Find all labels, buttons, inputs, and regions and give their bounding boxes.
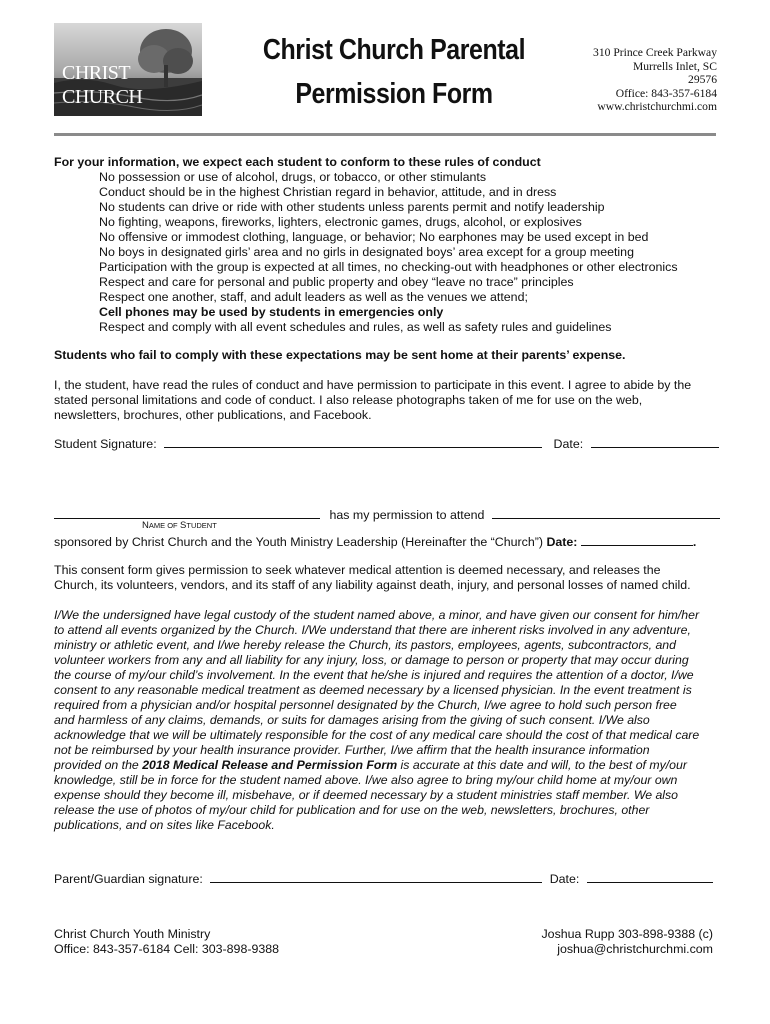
legal-paragraph — [54, 608, 724, 833]
student-signature-row — [54, 435, 719, 452]
parent-signature-row — [54, 870, 713, 887]
footer-phones: Office: 843-357-6184 Cell: 303-898-9388 — [54, 942, 280, 956]
legal-line: I/We the undersigned have legal custody of the student named above, a minor, and have given our consent for him/her — [54, 608, 700, 622]
statement-line: stated personal limitations and code of conduct. I also release photographs taken of me for use on the web, — [54, 393, 643, 407]
student-signature-label: Student Signature: — [54, 437, 157, 451]
consent-line: Church, its volunteers, vendors, and its staff of any liability against death, injury, and personal losses of named child. — [54, 578, 691, 592]
legal-line: not be reimbursed by your health insurance provider. Further, I/we affirm that the health insurance information — [54, 743, 650, 757]
rule-item: Conduct should be in the highest Christian regard in behavior, attitude, and in dress — [99, 185, 557, 199]
consent-line: This consent form gives permission to seek whatever medical attention is deemed necessary, and releases the — [54, 563, 661, 577]
address-website: www.christchurchmi.com — [597, 100, 717, 114]
legal-line: acknowledge that we will be ultimately responsible for the cost of any medical care should the cost of that medical care — [54, 728, 700, 742]
church-logo — [54, 23, 202, 116]
student-statement — [54, 378, 724, 423]
logo-text-christ: CHRIST — [62, 62, 131, 84]
sponsored-row: sponsored by Christ Church and the Youth Ministry Leadership (Hereinafter the “Church”) Date: . — [54, 535, 697, 549]
logo-text-church: CHURCH — [62, 86, 143, 108]
sponsored-text: sponsored by Christ Church and the Youth Ministry Leadership (Hereinafter the “Church”) — [54, 535, 543, 549]
name-of-student-caption: NAME OF STUDENT — [142, 520, 217, 531]
footer-left — [54, 927, 279, 957]
legal-line: release the use of photos of my/our child for publication and for use on the web, newsletters, brochures, other — [54, 803, 650, 817]
legal-line: expense should they become ill, misbehave, or if deemed necessary by a student ministries staff member. We also — [54, 788, 679, 802]
rule-item: Respect and comply with all event schedules and rules, as well as safety rules and guidelines — [99, 320, 612, 334]
legal-line: required from a physician and/or hospital personnel designated by the Church, I/we agree to hold such person free — [54, 698, 677, 712]
legal-line: publications, and on sites like Facebook. — [54, 818, 275, 832]
rule-item: No students can drive or ride with other students unless parents permit and notify leadership — [99, 200, 605, 214]
form-title — [246, 28, 542, 116]
title-line-2: Permission Form — [295, 78, 493, 110]
student-signature-field[interactable] — [164, 435, 542, 448]
footer-contact-name: Joshua Rupp 303-898-9388 (c) — [541, 927, 713, 941]
footer-email[interactable]: joshua@christchurchmi.com — [557, 942, 713, 956]
rule-item: Respect and care for personal and public property and obey “leave no trace” principles — [99, 275, 574, 289]
legal-line: consent to any reasonable medical treatment as deemed necessary by a licensed physician. In the event treatment is — [54, 683, 692, 697]
rule-item: No fighting, weapons, fireworks, lighters, electronic games, drugs, alcohol, or explosives — [99, 215, 582, 229]
student-date-label: Date: — [553, 437, 584, 451]
rule-item: No boys in designated girls’ area and no girls in designated boys’ area except for a group meeting — [99, 245, 634, 259]
rule-item: Cell phones may be used by students in emergencies only — [99, 305, 444, 319]
rules-heading: For your information, we expect each student to conform to these rules of conduct — [54, 155, 541, 169]
legal-line: volunteer workers from any and all liability for any injury, loss, or damage to person or property that may occur during — [54, 653, 689, 667]
rule-item: Respect one another, staff, and adult leaders as well as the venues we attend; — [99, 290, 528, 304]
sponsored-date-label: Date: — [546, 535, 578, 549]
consent-paragraph — [54, 563, 724, 593]
statement-line: newsletters, brochures, other publications, and Facebook. — [54, 408, 372, 422]
form-name-bold: 2018 Medical Release and Permission Form — [142, 758, 398, 772]
event-name-field[interactable] — [492, 506, 720, 519]
parent-signature-field[interactable] — [210, 870, 542, 883]
parent-date-label: Date: — [549, 872, 580, 886]
student-date-field[interactable] — [591, 435, 719, 448]
permission-text: has my permission to attend — [329, 508, 485, 522]
title-line-1: Christ Church Parental — [262, 34, 526, 66]
parent-signature-label: Parent/Guardian signature: — [54, 872, 203, 886]
legal-line: provided on the 2018 Medical Release and Permission Form is accurate at this date and will, to the best of my/our — [54, 758, 687, 772]
address-zip: 29576 — [688, 73, 717, 87]
rules-list — [99, 170, 678, 335]
footer-right — [541, 927, 713, 957]
legal-line: ministry or athletic event, and I/we hereby release the Church, its pastors, employees, agents, subcontractors, and — [54, 638, 676, 652]
rule-item: Participation with the group is expected at all times, no checking-out with headphones or other electronics — [99, 260, 678, 274]
student-name-field[interactable] — [54, 506, 320, 519]
parent-date-field[interactable] — [587, 870, 713, 883]
footer-ministry: Christ Church Youth Ministry — [54, 927, 211, 941]
legal-line: the course of my/our child’s involvement. In the event that he/she is injured and requires the attention of a doctor, I/we — [54, 668, 694, 682]
address-office-phone: Office: 843-357-6184 — [615, 86, 717, 100]
church-address — [593, 46, 717, 114]
statement-line: I, the student, have read the rules of conduct and have permission to participate in this event. I agree to abide by the — [54, 378, 692, 392]
rule-item: No possession or use of alcohol, drugs, or tobacco, or other stimulants — [99, 170, 487, 184]
expense-warning: Students who fail to comply with these expectations may be sent home at their parents’ expense. — [54, 348, 626, 362]
address-city: Murrells Inlet, SC — [632, 59, 717, 73]
legal-line: and harmless of any claims, demands, or suits for damages arising from the giving of such consent. I/We also — [54, 713, 650, 727]
sponsored-date-field[interactable] — [581, 533, 693, 546]
header-divider — [54, 133, 716, 136]
address-street: 310 Prince Creek Parkway — [593, 46, 717, 59]
legal-line: knowledge, still be in force for the student named above. I/we also agree to bring my/our child home at my/our own — [54, 773, 678, 787]
legal-line: to attend all events organized by the Church. I/We understand that there are inherent risks involved in any adventure, — [54, 623, 691, 637]
rule-item: No offensive or immodest clothing, language, or behavior; No earphones may be used except in bed — [99, 230, 649, 244]
